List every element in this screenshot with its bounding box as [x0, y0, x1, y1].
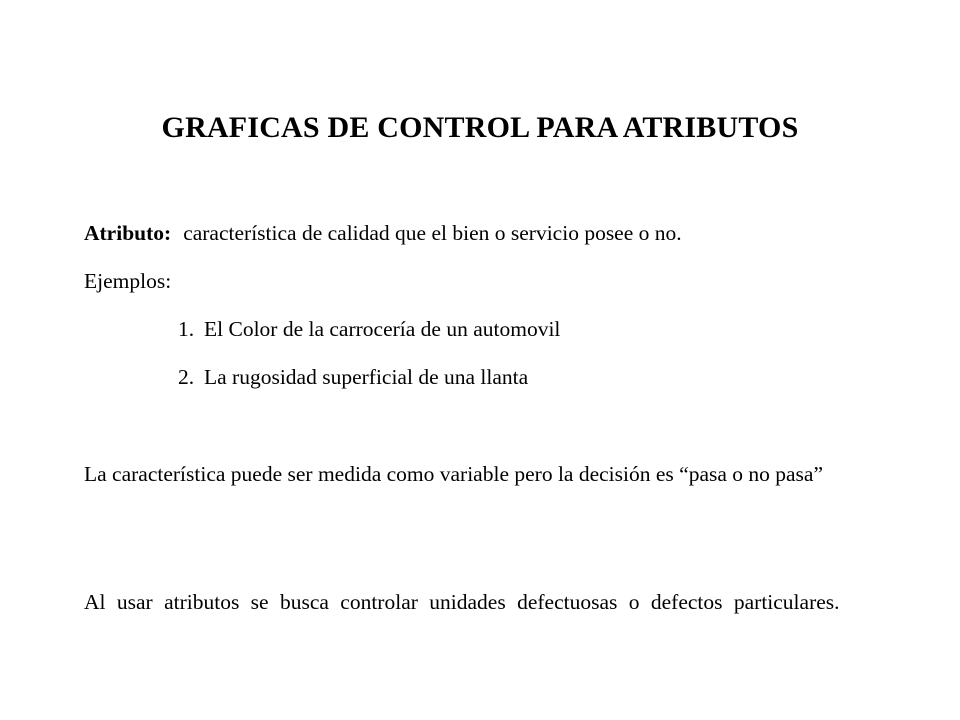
examples-label: Ejemplos:	[84, 269, 172, 293]
paragraph-uso-atributos: Al usar atributos se busca controlar unidades defectuosas o defectos particulares.	[84, 590, 840, 614]
paragraph-pasa-no-pasa: La característica puede ser medida como variable pero la decisión es “pasa o no pasa”	[84, 462, 824, 486]
definition-term: Atributo:	[84, 221, 172, 245]
example-text: El Color de la carrocería de un automovil	[204, 317, 561, 341]
example-number: 2.	[178, 365, 195, 389]
example-number: 1.	[178, 317, 195, 341]
definition-text: característica de calidad que el bien o servicio posee o no.	[183, 221, 682, 245]
example-item-1	[178, 313, 560, 345]
example-item-2	[178, 361, 528, 393]
slide-title: GRAFICAS DE CONTROL PARA ATRIBUTOS	[161, 111, 799, 144]
example-text: La rugosidad superficial de una llanta	[204, 365, 529, 389]
definition-line	[84, 217, 880, 249]
